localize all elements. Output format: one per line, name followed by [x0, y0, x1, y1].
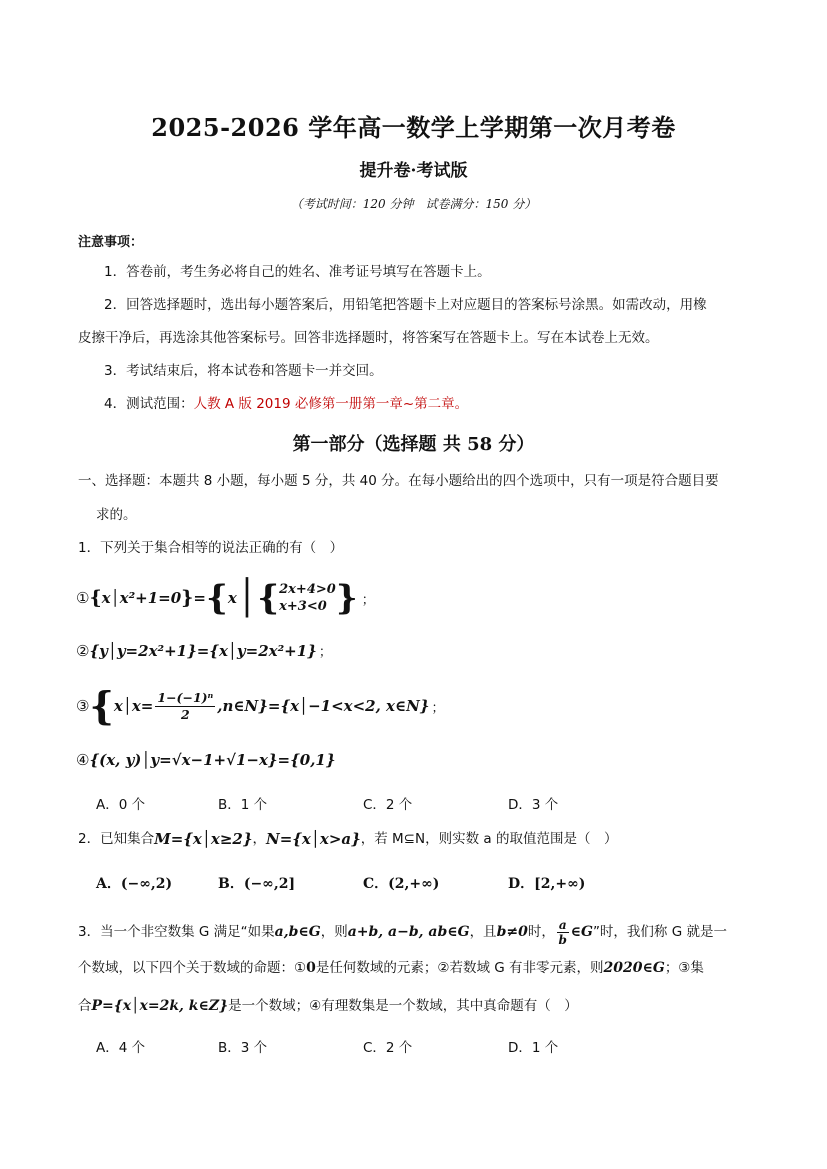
q3-line1-h: ∈G: [570, 924, 593, 940]
q3-line1-g: 时，: [527, 924, 555, 940]
q1-s3-frac-den: 2: [180, 706, 190, 722]
q1-option-b[interactable]: B．1 个: [218, 797, 268, 813]
q2-option-a-text: A．(−∞,2): [96, 876, 173, 892]
q3-line1-d: a+b, a−b, ab∈G: [347, 924, 470, 940]
q3-line1-a: 3．当一个非空数集 G 满足“如果: [78, 924, 275, 940]
q1-s4-text: {(x, y)│y=√x−1+√1−x}={0,1}: [89, 751, 336, 769]
q3-line2-a: 个数域，以下四个关于数域的命题：①: [78, 960, 307, 976]
q1-statement-2: ② {y│y=2x²+1}={x│y=2x²+1} ；: [76, 641, 332, 660]
q1-option-d[interactable]: D．3 个: [508, 797, 559, 813]
q3-option-c[interactable]: C．2 个: [363, 1040, 413, 1056]
q1-s1-lhs: x│x²+1=0: [101, 589, 182, 607]
q2-set-m: M={x│x≥2}: [154, 830, 253, 848]
q2-option-c[interactable]: [363, 873, 439, 893]
notice-item-4-prefix: 4．测试范围：: [104, 396, 194, 412]
q1-statement-1: ① { x│x²+1=0 } = { x │{ 2x+4>0 x+3<0 } ；: [76, 578, 375, 618]
q2-option-d-text: D．[2,+∞): [508, 876, 586, 892]
q3-option-d[interactable]: D．1 个: [508, 1040, 559, 1056]
q1-option-a[interactable]: A．0 个: [96, 797, 146, 813]
q3-line2-c: 是任何数域的元素；②若数域 G 有非零元素，则: [315, 960, 604, 976]
q1-s2-label: ②: [76, 641, 90, 660]
section-intro-line-1: 一、选择题：本题共 8 小题，每小题 5 分，共 40 分。在每小题给出的四个选项中，只有一项是符合题目要: [78, 473, 719, 489]
q1-s4-label: ④: [76, 751, 90, 769]
q3-line3-c: 是一个数域；④有理数集是一个数域，其中真命题有（ ）: [228, 998, 578, 1014]
q3-line1-b: a,b∈G: [274, 924, 321, 940]
q2-option-b-text: B．(−∞,2]: [218, 876, 296, 892]
section-title: 第一部分（选择题 共 58 分）: [292, 434, 535, 455]
q3-line3-b: P={x│x=2k, k∈Z}: [91, 998, 229, 1014]
q3-line1-c: ，则: [320, 924, 348, 940]
q1-option-c[interactable]: C．2 个: [363, 797, 413, 813]
q3-line1-f: b≠0: [496, 924, 528, 940]
notice-item-2-line-1: 2．回答选择题时，选出每小题答案后，用铅笔把答题卡上对应题目的答案标号涂黑。如需改动，用橡: [104, 297, 707, 313]
q3-line1-e: ，且: [469, 924, 497, 940]
notice-item-3: 3．考试结束后，将本试卷和答题卡一并交回。: [104, 363, 383, 379]
q2-stem-a: 2．已知集合: [78, 831, 155, 847]
notice-item-4: [104, 394, 468, 414]
q2-option-c-text: C．(2,+∞): [363, 876, 440, 892]
q3-line-1: [78, 914, 727, 950]
notice-item-2-line-2: 皮擦干净后，再选涂其他答案标号。回答非选择题时，将答案写在答题卡上。写在本试卷上无效。: [78, 330, 659, 346]
notice-item-4-scope: 人教 A 版 2019 必修第一册第一章~第二章。: [193, 396, 469, 412]
q3-line2-d: 2020∈G: [603, 960, 665, 976]
q1-stem: 1．下列关于集合相等的说法正确的有（ ）: [78, 540, 344, 556]
q1-s1-label: ①: [76, 589, 90, 607]
q1-s3-tail: ,n∈N}={x│−1<x<2, x∈N}: [217, 697, 430, 715]
q3-frac-num: a: [558, 917, 567, 932]
q2-stem-b: ，若 M⊆N，则实数 a 的取值范围是（ ）: [360, 831, 618, 847]
q3-option-b[interactable]: B．3 个: [218, 1040, 268, 1056]
notice-heading: 注意事项：: [78, 235, 144, 250]
q3-line2-e: ；③集: [664, 960, 704, 976]
q1-s3-label: ③: [76, 697, 90, 715]
q3-option-a[interactable]: A．4 个: [96, 1040, 146, 1056]
section-intro-line-2: 求的。: [96, 507, 137, 523]
q3-line-2: [78, 958, 704, 978]
exam-title: 2025-2026 学年高一数学上学期第一次月考卷: [151, 113, 676, 142]
q2-option-b[interactable]: [218, 873, 295, 893]
q3-line2-b: 0: [306, 960, 316, 976]
q3-frac-den: b: [558, 932, 567, 947]
exam-subtitle: 提升卷·考试版: [359, 161, 468, 181]
q3-line3-a: 合: [78, 998, 92, 1014]
q1-s2-text: {y│y=2x²+1}={x│y=2x²+1}: [89, 641, 317, 660]
q1-s1-sys-bot: x+3<0: [279, 599, 327, 614]
q2-stem: 2．已知集合 M={x│x≥2} ， N={x│x>a} ，若 M⊆N，则实数 a 的取值范围是（ ）: [78, 830, 618, 848]
q1-s3-frac-num: 1−(−1)ⁿ: [157, 689, 214, 705]
q2-option-a[interactable]: [96, 873, 172, 893]
q2-set-n: N={x│x>a}: [265, 830, 361, 848]
q1-statement-4: [76, 751, 336, 769]
q2-option-d[interactable]: [508, 873, 585, 893]
q3-line1-i: ”时，我们称 G 就是一: [592, 924, 727, 940]
exam-meta: （考试时间：120 分钟 试卷满分：150 分）: [290, 197, 537, 211]
q1-s1-sys-top: 2x+4>0: [279, 582, 336, 597]
q3-line-3: [78, 996, 578, 1016]
notice-item-1: 1．答卷前，考生务必将自己的姓名、准考证号填写在答题卡上。: [104, 264, 491, 280]
q1-statement-3: ③ { x│x= $\frac{\text{1−(−1)ⁿ}}{2}$ ,n∈N}={x│−1<x<2, x∈N} ；: [76, 683, 445, 728]
